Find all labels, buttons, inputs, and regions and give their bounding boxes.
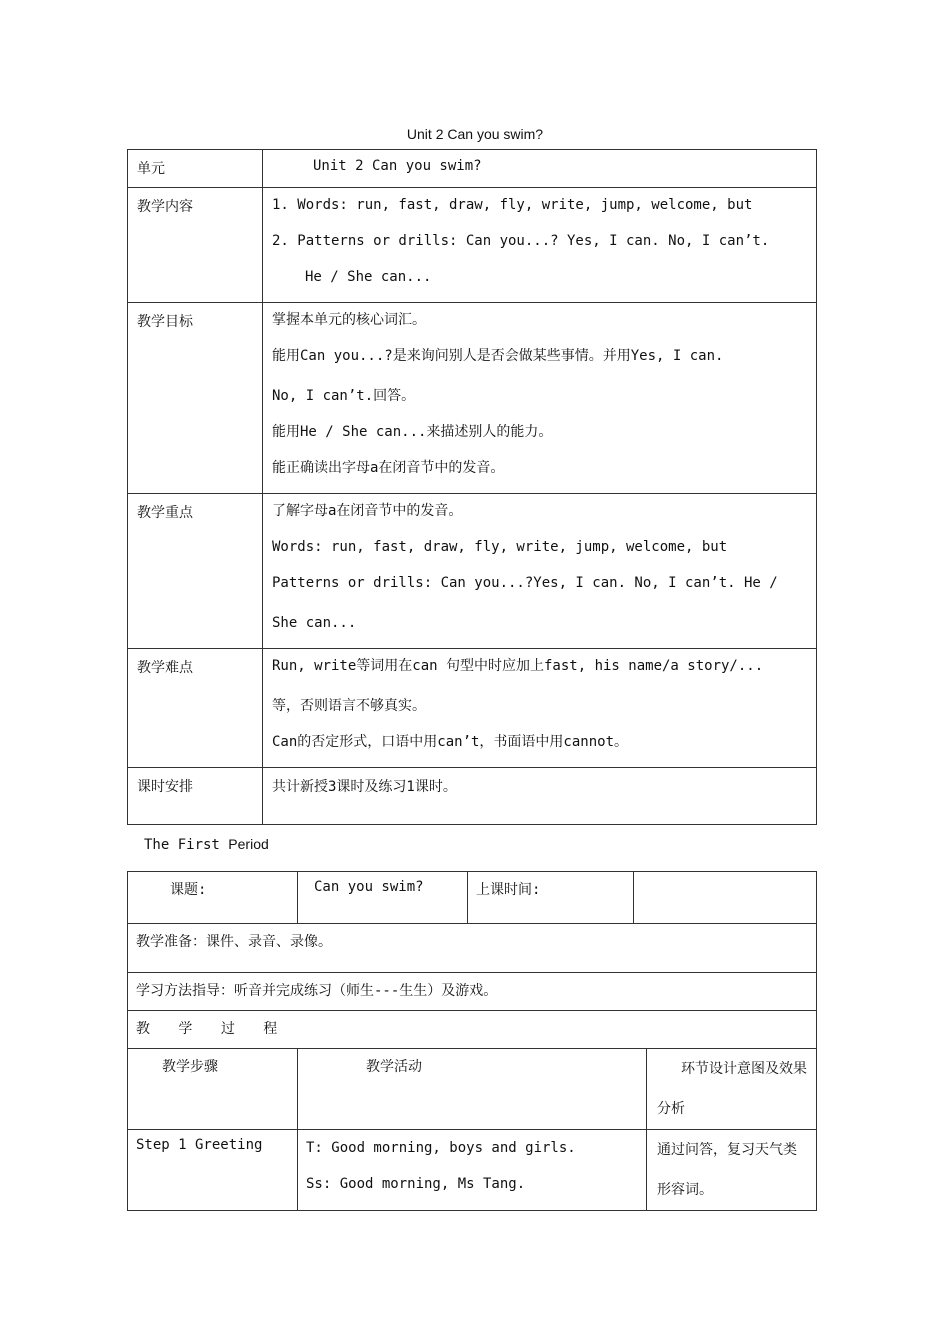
key-point-line: She can... <box>272 615 357 631</box>
schedule-value: 共计新授3课时及练习1课时。 <box>263 768 817 825</box>
steps-header: 教学步骤 <box>128 1049 298 1130</box>
lesson-plan-table <box>127 871 817 1211</box>
topic-label: 课题: <box>128 872 298 924</box>
period-heading-prefix: The First <box>144 837 220 853</box>
content-line: He / She can... <box>305 269 432 285</box>
schedule-label: 课时安排 <box>128 768 263 825</box>
content-line: 2. Patterns or drills: Can you...? Yes, I can. No, I can’t. <box>272 233 770 249</box>
difficulty-line: Run, write等词用在can 句型中时应加上fast, his name/a story/... <box>272 658 764 674</box>
objective-line: 能用He / She can...来描述别人的能力。 <box>272 424 553 440</box>
design-analysis: 通过问答，复习天气类形容词。 <box>647 1130 817 1211</box>
key-points-row <box>128 494 817 649</box>
schedule-row <box>128 768 817 825</box>
unit-row <box>128 150 817 188</box>
objectives-row <box>128 303 817 494</box>
unit-value: Unit 2 Can you swim? <box>263 150 817 188</box>
objectives-label: 教学目标 <box>128 303 263 494</box>
difficulty-line: 等，否则语言不够真实。 <box>272 698 426 714</box>
difficulty-line: Can的否定形式，口语中用can’t，书面语中用cannot。 <box>272 734 629 750</box>
key-point-line: Words: run, fast, draw, fly, write, jump, welcome, but <box>272 539 728 555</box>
content-row <box>128 188 817 303</box>
period-heading <box>144 836 269 853</box>
difficulties-row <box>128 649 817 768</box>
method-row <box>128 973 817 1011</box>
activities-header: 教学活动 <box>298 1049 647 1130</box>
prep-row <box>128 924 817 973</box>
step-row <box>128 1130 817 1211</box>
class-time-label: 上课时间: <box>468 872 634 924</box>
content-cell <box>263 188 817 303</box>
unit-overview-table <box>127 149 817 825</box>
topic-row <box>128 872 817 924</box>
column-header-row <box>128 1049 817 1130</box>
class-time-value <box>634 872 817 924</box>
key-points-label: 教学重点 <box>128 494 263 649</box>
difficulties-label: 教学难点 <box>128 649 263 768</box>
step-name: Step 1 Greeting <box>128 1130 298 1211</box>
activities-cell <box>298 1130 647 1211</box>
unit-label: 单元 <box>128 150 263 188</box>
objective-line: 能用Can you...?是来询问别人是否会做某些事情。并用Yes, I can. <box>272 348 724 364</box>
activity-line: T: Good morning, boys and girls. <box>306 1140 576 1156</box>
period-heading-suffix: Period <box>228 836 269 852</box>
teaching-prep: 教学准备：课件、录音、录像。 <box>128 924 817 973</box>
key-points-cell <box>263 494 817 649</box>
process-header-row <box>128 1011 817 1049</box>
process-header: 教 学 过 程 <box>128 1011 817 1049</box>
content-label: 教学内容 <box>128 188 263 303</box>
key-point-line: Patterns or drills: Can you...?Yes, I can. No, I can’t. He / <box>272 575 778 591</box>
key-point-line: 了解字母a在闭音节中的发音。 <box>272 503 463 519</box>
content-line: 1. Words: run, fast, draw, fly, write, jump, welcome, but <box>272 197 753 213</box>
activity-line: Ss: Good morning, Ms Tang. <box>306 1176 526 1192</box>
document-title: Unit 2 Can you swim? <box>406 126 544 142</box>
objective-line: 能正确读出字母a在闭音节中的发音。 <box>272 460 505 476</box>
design-header: 环节设计意图及效果分析 <box>647 1049 817 1130</box>
objective-line: 掌握本单元的核心词汇。 <box>272 312 426 328</box>
difficulties-cell <box>263 649 817 768</box>
objective-line: No, I can’t.回答。 <box>272 388 416 404</box>
topic-value: Can you swim? <box>298 872 468 924</box>
objectives-cell <box>263 303 817 494</box>
learning-method: 学习方法指导：听音并完成练习（师生---生生）及游戏。 <box>128 973 817 1011</box>
